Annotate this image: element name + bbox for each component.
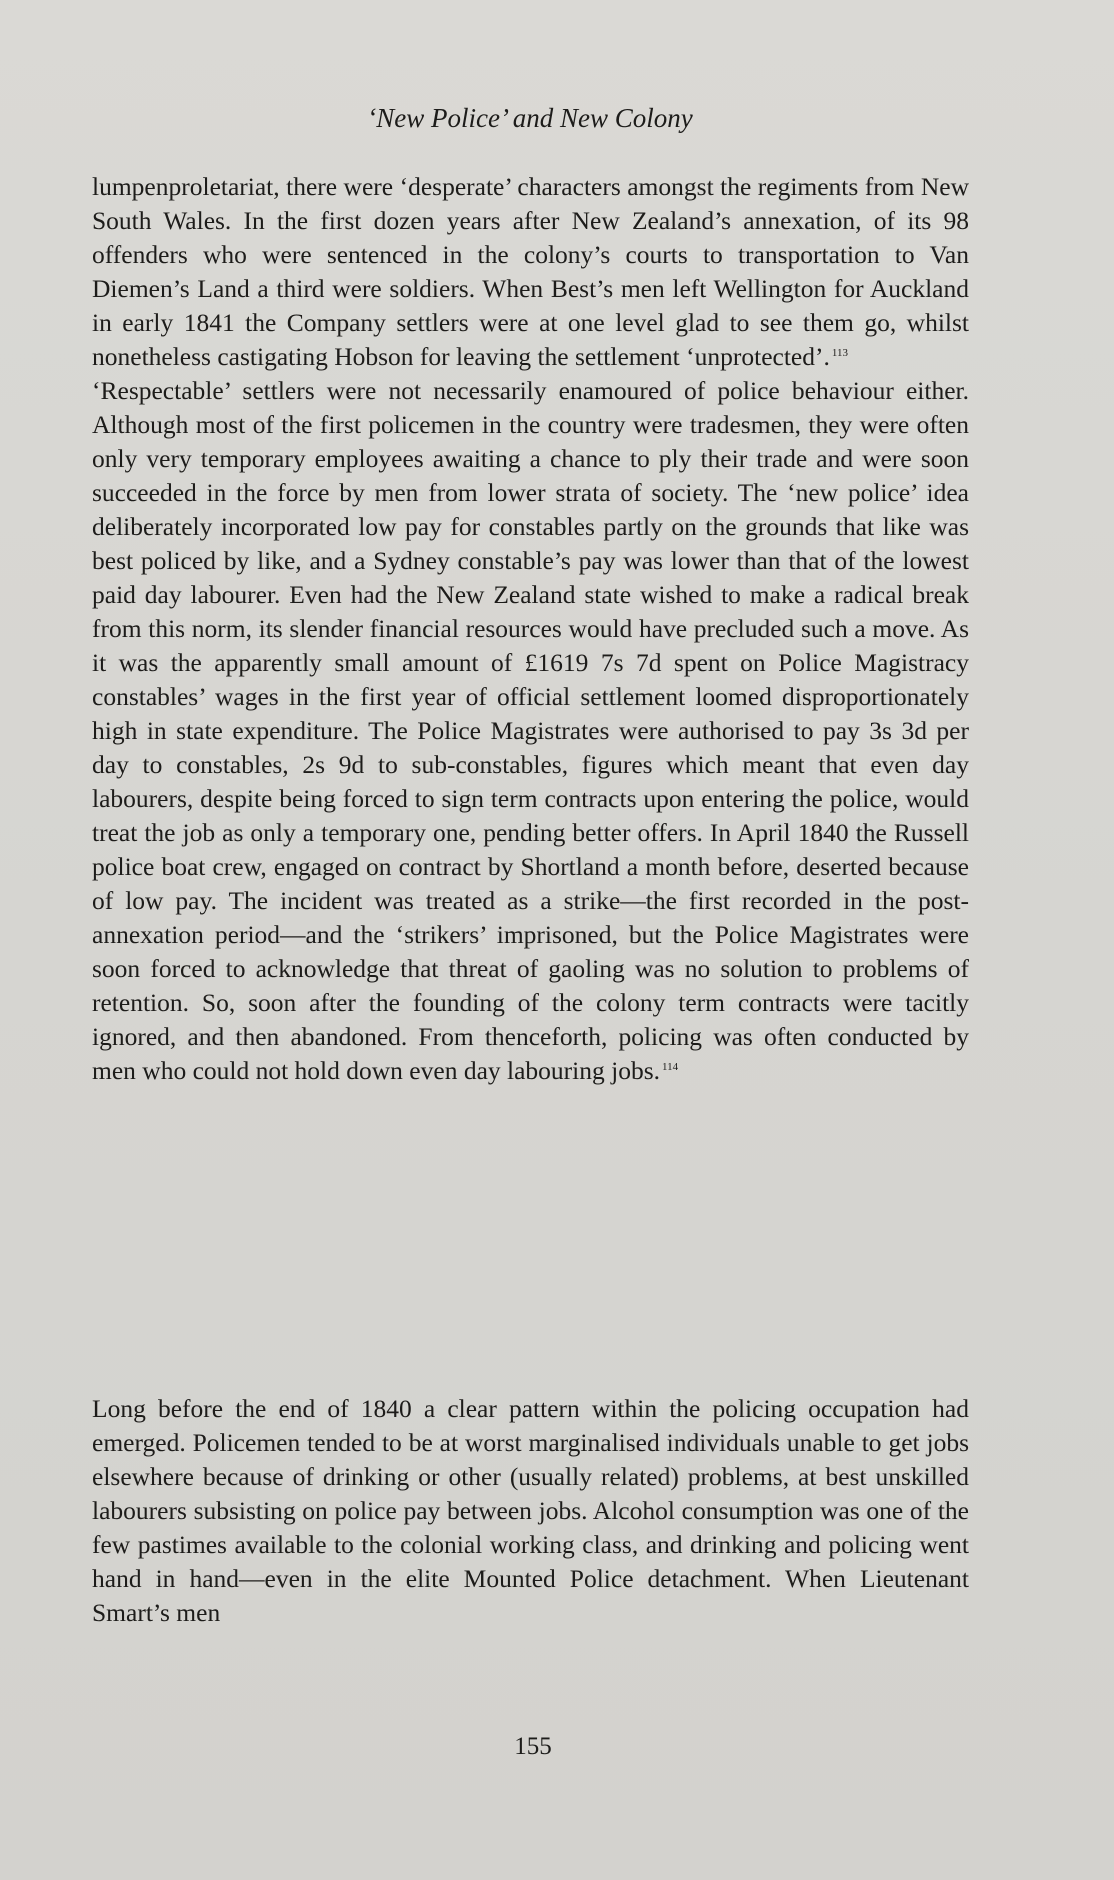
paragraph-1 — [92, 170, 969, 374]
paragraph-3-text: Long before the end of 1840 a clear pattern within the policing occupation had emerged. Policemen tended to be at worst marginalised individuals unable to get jobs elsewhere because of drinking or other (usually related) problems, at best unskilled labourers subsisting on police pay between jobs. Alcohol consumption was one of the few pastimes available to the colonial working class, and drinking and policing went hand in hand—even in the elite Mounted Police detachment. When Lieutenant Smart’s men — [92, 1394, 969, 1627]
footnote-ref-113: 113 — [831, 347, 848, 359]
text-block-lower — [92, 1392, 969, 1630]
paragraph-1-text: lumpenproletariat, there were ‘desperate’ characters amongst the regiments from New South Wales. In the first dozen years after New Zealand’s annexation, of its 98 offenders who were sentenced in the colony’s courts to transportation to Van Diemen’s Land a third were soldiers. When Best’s men left Wellington for Auckland in early 1841 the Company settlers were at one level glad to see them go, whilst nonetheless castigating Hobson for leaving the settlement ‘unprotected’. — [92, 172, 969, 371]
running-head: ‘New Police’ and New Colony — [367, 103, 693, 133]
paragraph-2-text: ‘Respectable’ settlers were not necessarily enamoured of police behaviour either. Although most of the first policemen in the country were tradesmen, they were often only very temporary employees awaiting a chance to ply their trade and were soon succeeded in the force by men from lower strata of society. The ‘new police’ idea deliberately incorporated low pay for constables partly on the grounds that like was best policed by like, and a Sydney constable’s pay was lower than that of the lowest paid day labourer. Even had the New Zealand state wished to make a radical break from this norm, its slender financial resources would have precluded such a move. As it was the apparently small amount of £1619 7s 7d spent on Police Magistracy constables’ wages in the first year of official settlement loomed disproportionately high in state expenditure. The Police Magistrates were authorised to pay 3s 3d per day to constables, 2s 9d to sub-constables, figures which meant that even day labourers, despite being forced to sign term contracts upon entering the police, would treat the job as only a temporary one, pending better offers. In April 1840 the Russell police boat crew, engaged on contract by Shortland a month before, deserted because of low pay. The incident was treated as a strike—the first recorded in the post-annexation period—and the ‘strikers’ imprisoned, but the Police Magistrates were soon forced to acknowledge that threat of gaoling was no solution to problems of retention. So, soon after the founding of the colony term contracts were tacitly ignored, and then abandoned. From thenceforth, policing was often conducted by men who could not hold down even day labouring jobs. — [92, 376, 969, 1085]
text-block-upper — [92, 170, 969, 1088]
paragraph-3 — [92, 1392, 969, 1630]
paragraph-2 — [92, 374, 969, 1088]
page-number: 155 — [514, 1733, 552, 1760]
footnote-ref-114: 114 — [662, 1061, 679, 1073]
